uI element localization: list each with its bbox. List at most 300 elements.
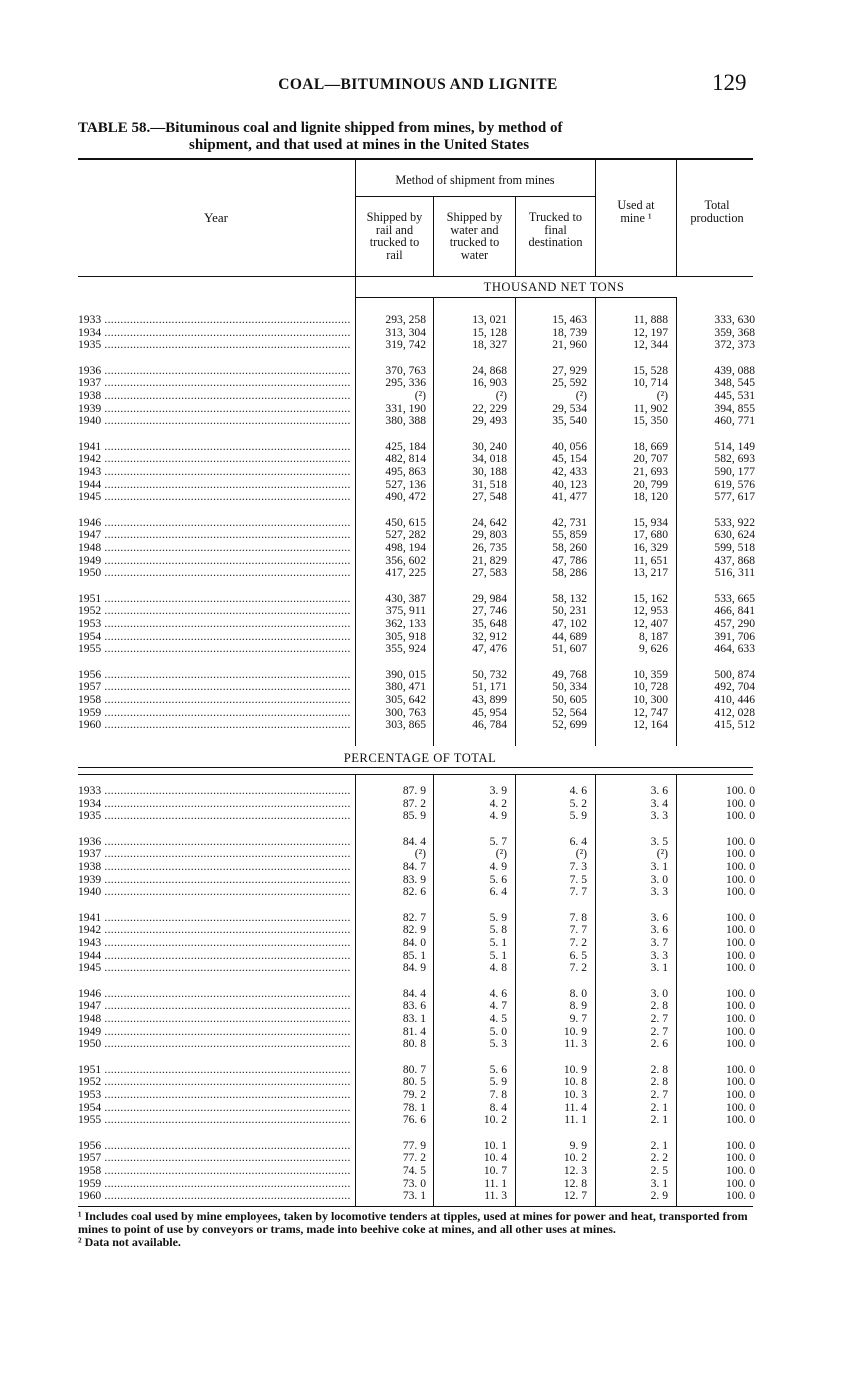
table-cell: 3. 1: [650, 860, 668, 873]
table-cell: 391, 706: [714, 629, 755, 643]
table-cell: 394, 855: [714, 401, 755, 415]
table-cell: 300, 763: [385, 705, 426, 719]
table-cell: 45, 954: [472, 705, 507, 719]
table-cell: 47, 786: [552, 553, 587, 567]
table-cell: 100. 0: [726, 936, 755, 949]
table-cell: 18, 120: [633, 490, 668, 504]
table-cell: 9. 9: [569, 1138, 587, 1152]
table-cell: 527, 136: [385, 477, 426, 491]
table-cell: 3. 6: [650, 910, 668, 924]
row-year: 1947 .....: [78, 529, 350, 541]
table-cell: 87. 9: [402, 784, 426, 797]
table-cell: 8. 9: [569, 999, 587, 1013]
table-cell: 44, 689: [552, 629, 587, 643]
table-cell: 84. 4: [402, 986, 426, 1000]
row-year: 1933 .....: [78, 785, 350, 797]
table-cell: 417, 225: [385, 566, 426, 580]
table-cell: 10. 9: [563, 1062, 587, 1076]
table-cell: 5. 0: [489, 1024, 507, 1038]
table-cell: 445, 531: [714, 389, 755, 402]
table-cell: 52, 699: [552, 718, 587, 732]
table-cell: 492, 704: [714, 680, 755, 694]
table-cell: 11. 4: [564, 1100, 587, 1114]
table-cell: 42, 433: [552, 465, 587, 478]
table-cell: 100. 0: [726, 1113, 755, 1127]
table-cell: 27, 929: [552, 363, 587, 377]
table-cell: 82. 7: [402, 910, 426, 924]
table-cell: 49, 768: [552, 667, 587, 681]
table-cell: 362, 133: [385, 617, 426, 630]
table-cell: 85. 9: [402, 809, 426, 823]
table-cell: 10. 2: [483, 1113, 507, 1127]
table-cell: 582, 693: [714, 452, 755, 466]
table-cell: 3. 5: [650, 834, 668, 848]
table-cell: 100. 0: [726, 834, 755, 848]
row-year: 1945 .....: [78, 491, 350, 503]
table-cell: 100. 0: [726, 1024, 755, 1038]
table-cell: 12, 953: [633, 604, 668, 618]
table-cell: 482, 814: [385, 452, 426, 466]
table-cell: 45, 154: [552, 452, 587, 466]
table-cell: 40, 123: [552, 477, 587, 491]
table-cell: 293, 258: [385, 313, 426, 326]
table-cell: 3. 0: [650, 986, 668, 1000]
row-year: 1953 .....: [78, 618, 350, 630]
table-cell: 4. 9: [489, 860, 507, 873]
table-cell: 590, 177: [714, 465, 755, 478]
table-bottom-rule: [78, 1206, 753, 1207]
unit-label-tons: THOUSAND NET TONS: [483, 280, 625, 294]
table-cell: 18, 669: [633, 439, 668, 453]
table-cell: 78. 1: [402, 1100, 426, 1114]
row-year: 1934 .....: [78, 798, 350, 810]
col-header-trucked: Trucked to final destination: [528, 210, 583, 249]
row-year: 1957 .....: [78, 681, 350, 693]
table-cell: 2. 7: [650, 1024, 668, 1038]
row-year: 1944 .....: [78, 950, 350, 962]
table-cell: 412, 028: [714, 705, 755, 719]
table-cell: 5. 1: [489, 948, 507, 962]
table-cell: 295, 336: [385, 376, 426, 390]
method-group-header: Method of shipment from mines: [395, 173, 555, 187]
table-cell: 7. 2: [569, 961, 587, 975]
col-header-rail: Shipped by rail and trucked to rail: [366, 210, 423, 262]
year-header: Year: [204, 210, 228, 225]
table-cell: 5. 6: [489, 1062, 507, 1076]
table-cell: 415, 512: [714, 718, 755, 732]
row-year: 1960 .....: [78, 719, 350, 731]
table-cell: 12. 7: [563, 1189, 587, 1203]
row-year: 1942 .....: [78, 924, 350, 936]
table-cell: 100. 0: [726, 885, 755, 899]
table-cell: 20, 799: [633, 477, 668, 491]
table-cell: 84. 7: [402, 860, 426, 873]
table-cell: 79. 2: [402, 1088, 426, 1101]
table-cell: 100. 0: [726, 1176, 755, 1190]
table-cell: 356, 602: [385, 553, 426, 567]
row-year: 1955 .....: [78, 643, 350, 655]
table-cell: 100. 0: [726, 1062, 755, 1076]
table-cell: 8, 187: [639, 629, 668, 643]
table-cell: 29, 534: [552, 401, 587, 415]
row-year: 1933 .....: [78, 314, 350, 326]
row-year: 1939 .....: [78, 403, 350, 415]
table-cell: 527, 282: [385, 528, 426, 542]
table-cell: 100. 0: [726, 796, 755, 810]
table-cell: 370, 763: [385, 363, 426, 377]
table-cell: 29, 984: [472, 591, 507, 605]
table-cell: 74. 5: [402, 1164, 426, 1177]
table-cell: 5. 2: [569, 796, 587, 810]
table-cell: 498, 194: [385, 541, 426, 554]
table-cell: 490, 472: [385, 490, 426, 504]
table-cell: 7. 5: [569, 872, 587, 886]
table-cell: (²): [414, 847, 426, 861]
row-year: 1943 .....: [78, 466, 350, 478]
table-cell: 51, 171: [472, 680, 507, 694]
col-divider-4-pct: [676, 775, 677, 1206]
table-cell: 533, 922: [714, 515, 755, 529]
table-cell: 10, 359: [633, 667, 668, 681]
table-cell: 15, 463: [552, 313, 587, 326]
row-year: 1954 .....: [78, 1102, 350, 1114]
table-cell: 77. 9: [402, 1138, 426, 1152]
table-cell: 100. 0: [726, 860, 755, 873]
row-year: 1957 .....: [78, 1152, 350, 1164]
col-divider-4-tons: [676, 298, 677, 746]
table-cell: 4. 2: [489, 796, 507, 810]
table-cell: 3. 3: [650, 948, 668, 962]
table-cell: 10, 300: [633, 693, 668, 706]
table-cell: 30, 240: [472, 439, 507, 453]
table-cell: 10. 7: [483, 1164, 507, 1177]
table-cell: 55, 859: [552, 528, 587, 542]
row-year: 1946 .....: [78, 988, 350, 1000]
table-cell: 83. 9: [402, 872, 426, 886]
table-cell: 100. 0: [726, 961, 755, 975]
table-cell: 2. 6: [650, 1037, 668, 1051]
table-cell: 73. 0: [402, 1176, 426, 1190]
table-cell: 12, 164: [633, 718, 668, 732]
row-year: 1950 .....: [78, 1038, 350, 1050]
table-cell: 6. 4: [489, 885, 507, 899]
table-cell: 305, 642: [385, 693, 426, 706]
table-cell: 40, 056: [552, 439, 587, 453]
table-cell: 58, 286: [552, 566, 587, 580]
table-cell: 380, 471: [385, 680, 426, 694]
table-cell: 5. 9: [569, 809, 587, 823]
table-cell: 83. 1: [402, 1012, 426, 1025]
table-cell: 50, 732: [472, 667, 507, 681]
table-cell: 100. 0: [726, 1151, 755, 1165]
table-cell: 35, 648: [472, 617, 507, 630]
table-cell: 11, 651: [633, 553, 668, 567]
table-cell: 10. 3: [563, 1088, 587, 1101]
table-cell: 3. 7: [650, 936, 668, 949]
section-rule-top: [78, 767, 753, 768]
row-year: 1944 .....: [78, 479, 350, 491]
table-cell: 13, 021: [472, 313, 507, 326]
table-cell: 7. 8: [489, 1088, 507, 1101]
table-cell: 7. 7: [569, 923, 587, 937]
table-cell: 85. 1: [402, 948, 426, 962]
row-year: 1955 .....: [78, 1114, 350, 1126]
table-cell: 2. 1: [650, 1138, 668, 1152]
table-cell: 9, 626: [639, 642, 668, 656]
table-cell: 425, 184: [385, 439, 426, 453]
table-cell: 3. 1: [650, 961, 668, 975]
table-cell: 3. 1: [650, 1176, 668, 1190]
table-cell: 11, 888: [633, 313, 668, 326]
table-cell: 3. 3: [650, 809, 668, 823]
table-cell: 47, 476: [472, 642, 507, 656]
table-cell: 17, 680: [633, 528, 668, 542]
row-year: 1956 .....: [78, 669, 350, 681]
table-cell: 100. 0: [726, 847, 755, 861]
table-cell: 533, 665: [714, 591, 755, 605]
table-cell: 13, 217: [633, 566, 668, 580]
row-year: 1953 .....: [78, 1089, 350, 1101]
table-cell: 47, 102: [552, 617, 587, 630]
table-cell: 11. 3: [484, 1189, 507, 1203]
table-cell: 439, 088: [714, 363, 755, 377]
table-cell: 2. 1: [650, 1113, 668, 1127]
table-cell: 100. 0: [726, 809, 755, 823]
table-cell: 26, 735: [472, 541, 507, 554]
table-cell: 100. 0: [726, 1164, 755, 1177]
table-cell: 2. 7: [650, 1088, 668, 1101]
table-cell: 25, 592: [552, 376, 587, 390]
table-cell: 80. 8: [402, 1037, 426, 1051]
table-cell: 76. 6: [402, 1113, 426, 1127]
row-year: 1951 .....: [78, 1064, 350, 1076]
table-cell: 2. 8: [650, 1075, 668, 1089]
table-cell: 10, 728: [633, 680, 668, 694]
table-cell: (²): [575, 847, 587, 861]
table-cell: 466, 841: [714, 604, 755, 618]
table-cell: 4. 9: [489, 809, 507, 823]
table-cell: 500, 874: [714, 667, 755, 681]
table-cell: 15, 350: [633, 414, 668, 428]
table-cell: 331, 190: [385, 401, 426, 415]
table-cell: (²): [575, 389, 587, 402]
row-year: 1954 .....: [78, 631, 350, 643]
table-cell: 7. 3: [569, 860, 587, 873]
table-cell: (²): [656, 389, 668, 402]
table-cell: 3. 3: [650, 885, 668, 899]
table-cell: 73. 1: [402, 1189, 426, 1203]
table-cell: 81. 4: [402, 1024, 426, 1038]
table-cell: 10. 8: [563, 1075, 587, 1089]
table-cell: 3. 6: [650, 923, 668, 937]
table-cell: 50, 334: [552, 680, 587, 694]
table-cell: 80. 5: [402, 1075, 426, 1089]
running-head: [0, 70, 861, 100]
table-cell: (²): [495, 847, 507, 861]
row-year: 1952 .....: [78, 1076, 350, 1088]
table-cell: 10, 714: [633, 376, 668, 390]
table-cell: 5. 8: [489, 923, 507, 937]
row-year: 1941 .....: [78, 912, 350, 924]
table-cell: 50, 231: [552, 604, 587, 618]
table-cell: 5. 9: [489, 1075, 507, 1089]
table-cell: 6. 5: [569, 948, 587, 962]
table-cell: 43, 899: [472, 693, 507, 706]
table-cell: 100. 0: [726, 1100, 755, 1114]
table-cell: 6. 4: [569, 834, 587, 848]
table-cell: 8. 0: [569, 986, 587, 1000]
table-cell: 3. 9: [489, 784, 507, 797]
row-year: 1952 .....: [78, 605, 350, 617]
table-cell: 2. 9: [650, 1189, 668, 1203]
table-cell: 100. 0: [726, 923, 755, 937]
table-cell: 15, 528: [633, 363, 668, 377]
row-year: 1958 .....: [78, 1165, 350, 1177]
table-cell: 29, 803: [472, 528, 507, 542]
table-top-rule: [78, 158, 753, 160]
table-cell: 430, 387: [385, 591, 426, 605]
row-year: 1960 .....: [78, 1190, 350, 1202]
table-cell: 32, 912: [472, 629, 507, 643]
table-cell: 46, 784: [472, 718, 507, 732]
table-cell: 4. 8: [489, 961, 507, 975]
row-year: 1935 .....: [78, 339, 350, 351]
table-cell: 3. 6: [650, 784, 668, 797]
table-cell: 437, 868: [714, 553, 755, 567]
row-year: 1936 .....: [78, 836, 350, 848]
row-year: 1958 .....: [78, 694, 350, 706]
table-cell: 375, 911: [385, 604, 426, 618]
row-year: 1941 .....: [78, 441, 350, 453]
row-year: 1939 .....: [78, 874, 350, 886]
table-cell: 390, 015: [385, 667, 426, 681]
caption-line-2: shipment, and that used at mines in the United States: [189, 137, 530, 153]
table-cell: 4. 7: [489, 999, 507, 1013]
table-cell: 100. 0: [726, 999, 755, 1013]
table-cell: 15, 934: [633, 515, 668, 529]
table-cell: 5. 1: [489, 936, 507, 949]
page-number: 129: [712, 70, 747, 95]
table-cell: 410, 446: [714, 693, 755, 706]
table-cell: 18, 327: [472, 338, 507, 352]
table-cell: (²): [656, 847, 668, 861]
row-year: 1938 .....: [78, 390, 350, 402]
table-cell: 313, 304: [385, 325, 426, 339]
table-cell: 4. 6: [569, 784, 587, 797]
table-cell: 41, 477: [552, 490, 587, 504]
table-cell: 10. 9: [563, 1024, 587, 1038]
row-year: 1946 .....: [78, 517, 350, 529]
row-year: 1937 .....: [78, 848, 350, 860]
footnotes: [78, 1210, 758, 1249]
table-cell: (²): [495, 389, 507, 402]
table-cell: 457, 290: [714, 617, 755, 630]
table-cell: 18, 739: [552, 325, 587, 339]
table-cell: 7. 8: [569, 910, 587, 924]
table-cell: 12. 3: [563, 1164, 587, 1177]
table-cell: 5. 3: [489, 1037, 507, 1051]
table-cell: 5. 9: [489, 910, 507, 924]
table-cell: 10. 4: [483, 1151, 507, 1165]
table-cell: 100. 0: [726, 948, 755, 962]
table-cell: 30, 188: [472, 465, 507, 478]
caption-line-1: TABLE 58.—Bituminous coal and lignite shipped from mines, by method of: [78, 120, 563, 136]
table-cell: 80. 7: [402, 1062, 426, 1076]
table-cell: 355, 924: [385, 642, 426, 656]
table-cell: 630, 624: [714, 528, 755, 542]
col-header-used-at-mine: Used at mine ¹: [617, 198, 655, 225]
table-cell: 100. 0: [726, 872, 755, 886]
table-cell: 12, 344: [633, 338, 668, 352]
row-year: 1947 .....: [78, 1000, 350, 1012]
table-cell: 83. 6: [402, 999, 426, 1013]
table-cell: 372, 373: [714, 338, 755, 352]
table-cell: 29, 493: [472, 414, 507, 428]
table-cell: 4. 5: [489, 1012, 507, 1025]
row-year: 1948 .....: [78, 1013, 350, 1025]
table-cell: 100. 0: [726, 1012, 755, 1025]
table-cell: 4. 6: [489, 986, 507, 1000]
table-cell: 11. 1: [484, 1176, 507, 1190]
table-cell: 27, 583: [472, 566, 507, 580]
table-cell: 7. 7: [569, 885, 587, 899]
row-year: 1956 .....: [78, 1140, 350, 1152]
table-cell: 348, 545: [714, 376, 755, 390]
row-year: 1943 .....: [78, 937, 350, 949]
table-cell: 12. 8: [563, 1176, 587, 1190]
table-cell: 303, 865: [385, 718, 426, 732]
table-cell: 21, 960: [552, 338, 587, 352]
table-cell: 2. 8: [650, 999, 668, 1013]
table-cell: 11, 902: [633, 401, 668, 415]
table-cell: 16, 329: [633, 541, 668, 554]
table-cell: 9. 7: [569, 1012, 587, 1025]
table-cell: 7. 2: [569, 936, 587, 949]
table-cell: 34, 018: [472, 452, 507, 466]
table-cell: 16, 903: [472, 376, 507, 390]
group-header-rule: [355, 196, 595, 197]
row-year: 1949 .....: [78, 555, 350, 567]
table-cell: 100. 0: [726, 1088, 755, 1101]
table-cell: 100. 0: [726, 1189, 755, 1203]
table-cell: 2. 2: [650, 1151, 668, 1165]
section-rule-bottom: [78, 774, 753, 775]
table-cell: 2. 7: [650, 1012, 668, 1025]
page-header-title: COAL—BITUMINOUS AND LIGNITE: [278, 76, 558, 93]
table-cell: 3. 4: [650, 796, 668, 810]
table-cell: 100. 0: [726, 986, 755, 1000]
table-cell: 460, 771: [714, 414, 755, 428]
table-cell: 495, 863: [385, 465, 426, 478]
row-year: 1934 .....: [78, 327, 350, 339]
table-cell: 514, 149: [714, 439, 755, 453]
table-cell: 2. 5: [650, 1164, 668, 1177]
table-cell: 100. 0: [726, 1075, 755, 1089]
row-year: 1951 .....: [78, 593, 350, 605]
table-cell: 359, 368: [714, 325, 755, 339]
col-header-total-production: Total production: [690, 198, 744, 225]
table-cell: 100. 0: [726, 784, 755, 797]
table-cell: 319, 742: [385, 338, 426, 352]
table-cell: 599, 518: [714, 541, 755, 554]
footnote-1: ¹ Includes coal used by mine employees, taken by locomotive tenders at tipples, used at mines for power and heat, transported from mines to point of use by conveyors or trams, made into beehive coke at mines, and all other uses at mines.: [78, 1209, 748, 1236]
row-year: 1945 .....: [78, 962, 350, 974]
row-year: 1936 .....: [78, 365, 350, 377]
row-year: 1940 .....: [78, 415, 350, 427]
unit-label-percentage: PERCENTAGE OF TOTAL: [343, 751, 497, 765]
table-cell: 577, 617: [714, 490, 755, 504]
table-cell: 5. 7: [489, 834, 507, 848]
